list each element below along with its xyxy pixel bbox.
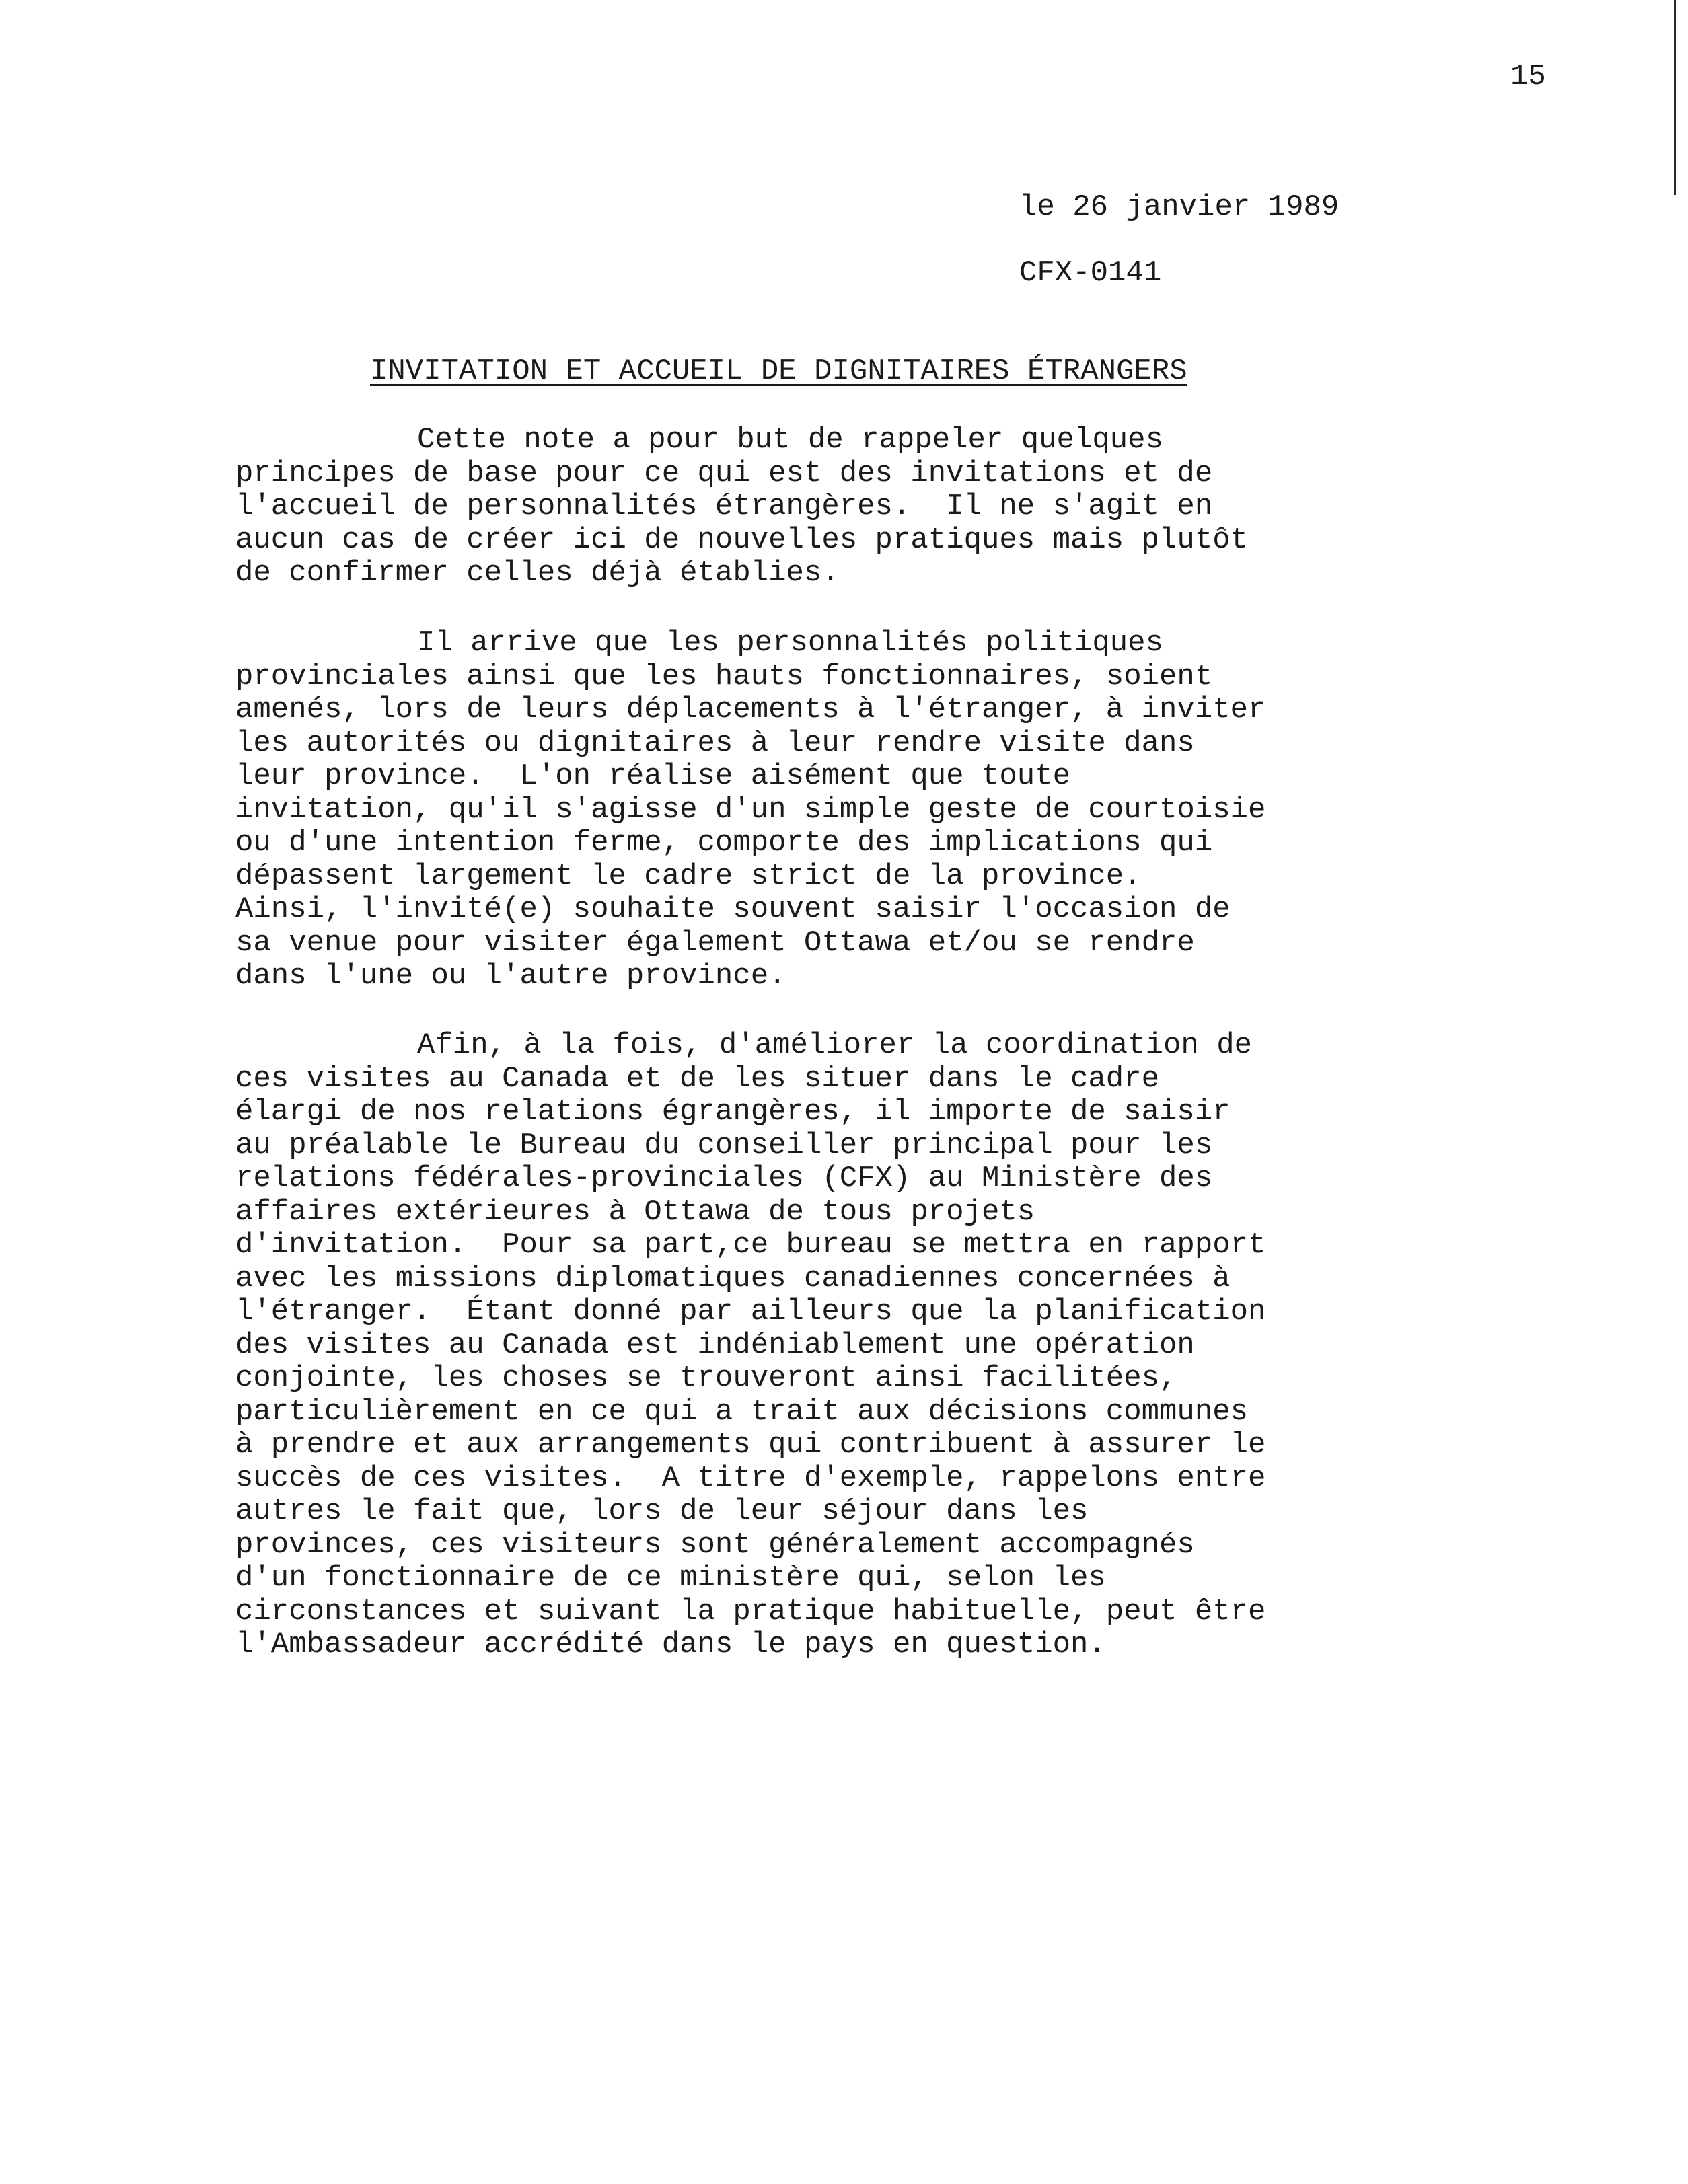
paragraph-line: Ainsi, l'invité(e) souhaite souvent saisir l'occasion de: [235, 893, 1231, 926]
paragraph-line: Cette note a pour but de rappeler quelques: [417, 423, 1163, 457]
paragraph-line: invitation, qu'il s'agisse d'un simple geste de courtoisie: [235, 792, 1266, 827]
paragraph-line: ou d'une intention ferme, comporte des implications qui: [235, 826, 1213, 860]
paragraph-1: [235, 424, 1420, 591]
paragraph-line: affaires extérieures à Ottawa de tous projets: [235, 1195, 1035, 1229]
paragraph-line: les autorités ou dignitaires à leur rendre visite dans: [235, 726, 1195, 760]
paragraph-line: d'invitation. Pour sa part,ce bureau se mettra en rapport: [235, 1228, 1266, 1262]
paragraph-line: sa venue pour visiter également Ottawa et/ou se rendre: [235, 926, 1195, 960]
paragraph-2: [235, 627, 1420, 993]
paragraph-line: succès de ces visites. A titre d'exemple, rappelons entre: [235, 1461, 1266, 1495]
paragraph-line: au préalable le Bureau du conseiller principal pour les: [235, 1128, 1213, 1162]
paragraph-line: particulièrement en ce qui a trait aux décisions communes: [235, 1394, 1249, 1429]
paragraph-3: [235, 1029, 1420, 1662]
paragraph-line: l'accueil de personnalités étrangères. Il ne s'agit en: [235, 490, 1213, 523]
paragraph-line: aucun cas de créer ici de nouvelles pratiques mais plutôt: [235, 523, 1249, 557]
paragraph-line: provinces, ces visiteurs sont généralement accompagnés: [235, 1528, 1195, 1562]
paragraph-line: des visites au Canada est indéniablement une opération: [235, 1328, 1195, 1362]
paragraph-line: Il arrive que les personnalités politiques: [417, 626, 1163, 660]
paragraph-line: leur province. L'on réalise aisément que toute: [235, 759, 1071, 793]
paragraph-line: l'Ambassadeur accrédité dans le pays en question.: [235, 1628, 1106, 1661]
paragraph-line: conjointe, les choses se trouveront ainsi facilitées,: [235, 1361, 1177, 1395]
paragraph-line: provinciales ainsi que les hauts fonctionnaires, soient: [235, 659, 1213, 693]
paragraph-line: avec les missions diplomatiques canadiennes concernées à: [235, 1261, 1231, 1295]
document-date: le 26 janvier 1989: [1019, 190, 1340, 224]
scan-edge-mark: [1674, 0, 1676, 195]
paragraph-line: circonstances et suivant la pratique habituelle, peut être: [235, 1594, 1266, 1628]
paragraph-line: amenés, lors de leurs déplacements à l'étranger, à inviter: [235, 693, 1266, 726]
paragraph-line: autres le fait que, lors de leur séjour dans les: [235, 1495, 1089, 1528]
document-reference: CFX-0141: [1019, 256, 1162, 290]
paragraph-line: dans l'une ou l'autre province.: [235, 959, 786, 993]
page-number: 15: [1510, 60, 1546, 93]
paragraph-line: principes de base pour ce qui est des invitations et de: [235, 456, 1213, 490]
paragraph-line: à prendre et aux arrangements qui contribuent à assurer le: [235, 1428, 1266, 1462]
paragraph-line: élargi de nos relations égrangères, il importe de saisir: [235, 1095, 1231, 1129]
paragraph-line: dépassent largement le cadre strict de la province.: [235, 859, 1142, 893]
paragraph-line: d'un fonctionnaire de ce ministère qui, selon les: [235, 1561, 1106, 1595]
paragraph-line: relations fédérales-provinciales (CFX) au Ministère des: [235, 1162, 1213, 1195]
document-title: INVITATION ET ACCUEIL DE DIGNITAIRES ÉTRANGERS: [370, 354, 1187, 388]
paragraph-line: l'étranger. Étant donné par ailleurs que la planification: [235, 1295, 1266, 1328]
paragraph-line: Afin, à la fois, d'améliorer la coordination de: [417, 1028, 1253, 1062]
paragraph-line: ces visites au Canada et de les situer dans le cadre: [235, 1061, 1160, 1096]
paragraph-line: de confirmer celles déjà établies.: [235, 556, 840, 590]
